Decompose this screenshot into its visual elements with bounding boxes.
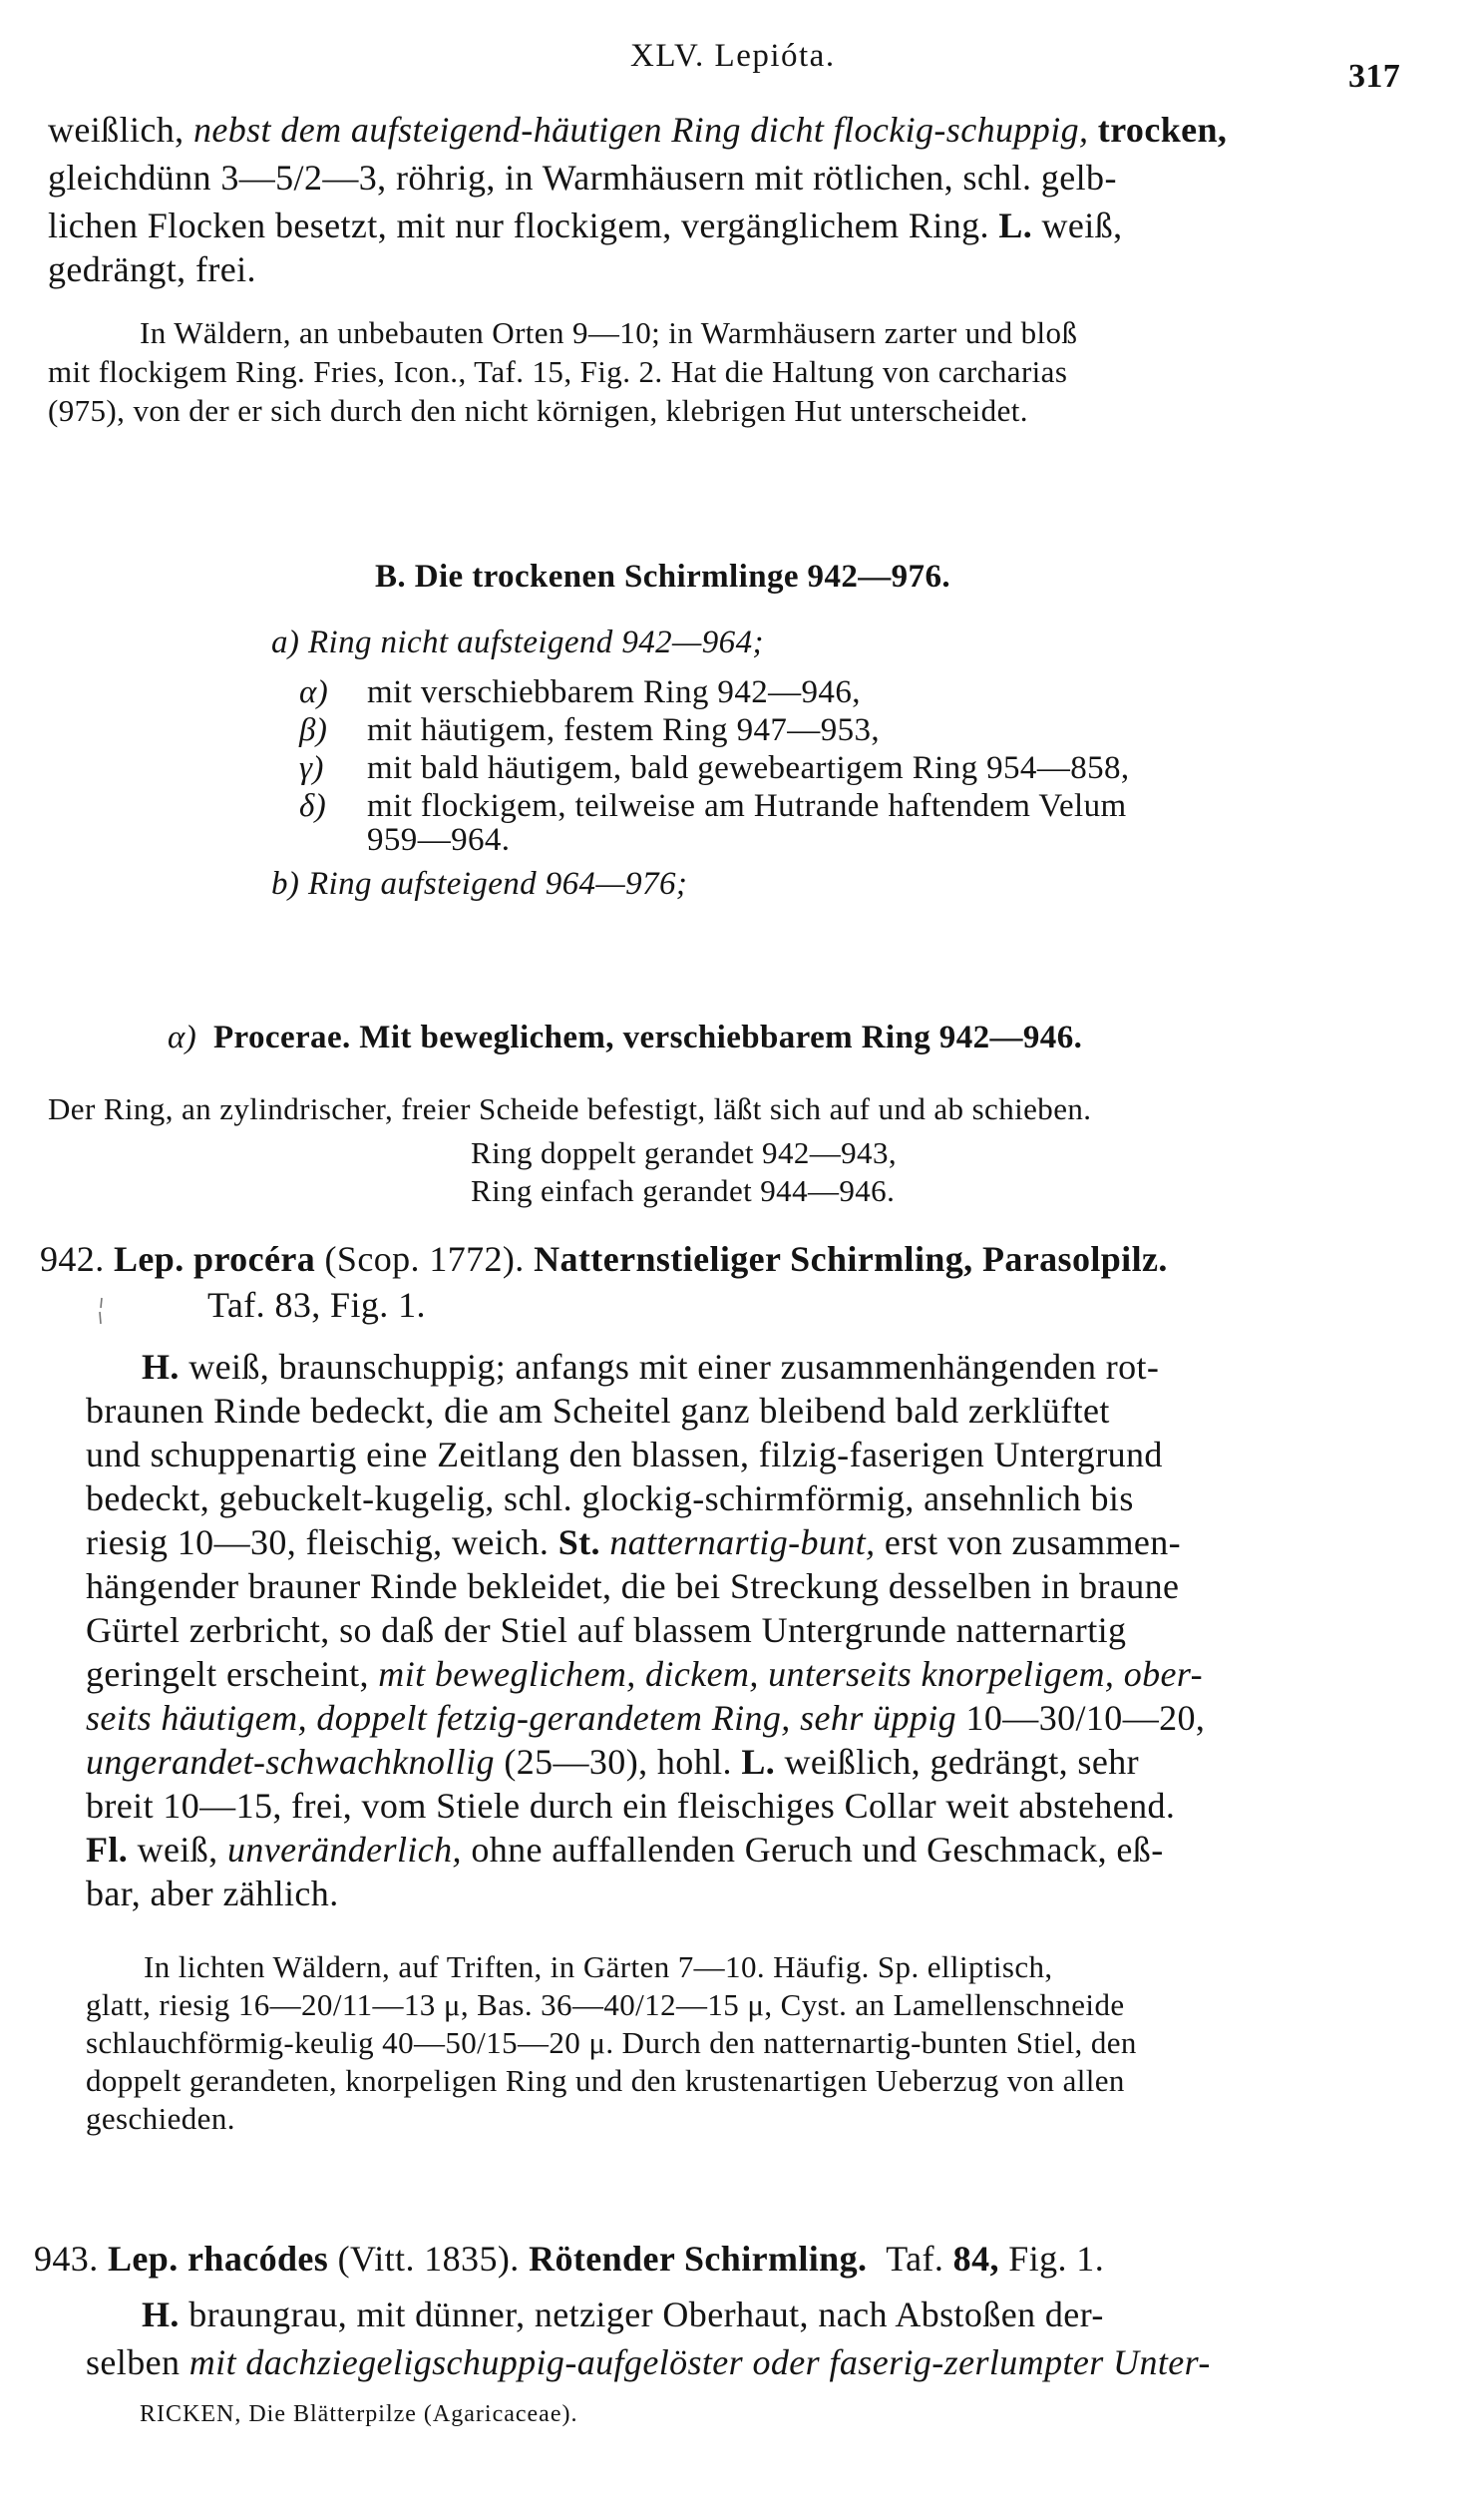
gamma-item: mit bald häutigem, bald gewebeartigem Ring 954—858, xyxy=(367,750,1130,786)
top-paragraph-line-3: lichen Flocken besetzt, mit nur flockigem, vergänglichem Ring. L. weiß, xyxy=(48,206,1123,245)
procerae-heading: Procerae. Mit beweglichem, verschiebbarem Ring 942—946. xyxy=(213,1020,1083,1055)
top-paragraph-line-2: gleichdünn 3—5/2—3, röhrig, in Warmhäusern mit rötlichen, schl. gelb- xyxy=(48,158,1117,198)
species-942-line-7: Gürtel zerbricht, so daß der Stiel auf blassem Untergrunde natternartig xyxy=(86,1610,1127,1650)
species-942-title: 942. Lep. procéra (Scop. 1772). Natternstieliger Schirmling, Parasolpilz. xyxy=(40,1239,1168,1279)
alpha-symbol: α) xyxy=(299,674,329,710)
species-942-line-11: breit 10—15, frei, vom Stiele durch ein fleischiges Collar weit abstehend. xyxy=(86,1786,1176,1826)
page-number: 317 xyxy=(1348,58,1401,95)
top-paragraph-line-1: weißlich, nebst dem aufsteigend-häutigen Ring dicht flockig-schuppig, trocken, xyxy=(48,110,1228,150)
delta-item: mit flockigem, teilweise am Hutrande haftendem Velum xyxy=(367,788,1127,824)
species-942-line-5: riesig 10—30, fleischig, weich. St. natternartig-bunt, erst von zusammen- xyxy=(86,1522,1182,1562)
species-942-line-2: braunen Rinde bedeckt, die am Scheitel ganz bleibend bald zerklüftet xyxy=(86,1391,1110,1431)
note-942-line-5: geschieden. xyxy=(86,2101,235,2136)
top-paragraph-line-4: gedrängt, frei. xyxy=(48,249,256,289)
species-942-line-13: bar, aber zählich. xyxy=(86,1874,339,1913)
delta-item-continued: 959—964. xyxy=(367,822,511,858)
species-942-line-6: hängender brauner Rinde bekleidet, die bei Streckung desselben in braune xyxy=(86,1566,1180,1606)
delta-symbol: δ) xyxy=(299,788,327,824)
note-942-line-3: schlauchförmig-keulig 40—50/15—20 μ. Durch den natternartig-bunten Stiel, den xyxy=(86,2025,1137,2060)
procerae-description: Der Ring, an zylindrischer, freier Scheide befestigt, läßt sich auf und ab schieben. xyxy=(48,1091,1092,1126)
section-b-heading: B. Die trockenen Schirmlinge 942—976. xyxy=(375,559,950,595)
species-943-line-1: H. braungrau, mit dünner, netziger Oberhaut, nach Abstoßen der- xyxy=(142,2295,1104,2334)
running-title: XLV. Lepióta. xyxy=(630,38,836,74)
top-note-line-1: In Wäldern, an unbebauten Orten 9—10; in Warmhäusern zarter und bloß xyxy=(140,315,1078,350)
species-942-line-3: und schuppenartig eine Zeitlang den blassen, filzig-faserigen Untergrund xyxy=(86,1435,1163,1474)
species-942-line-1: H. weiß, braunschuppig; anfangs mit einer zusammenhängenden rot- xyxy=(142,1347,1160,1387)
procerae-ring-single: Ring einfach gerandet 944—946. xyxy=(471,1173,896,1208)
species-942-line-10: ungerandet-schwachknollig (25—30), hohl. L. weißlich, gedrängt, sehr xyxy=(86,1742,1140,1782)
species-942-plate: Taf. 83, Fig. 1. xyxy=(207,1285,426,1325)
note-942-line-4: doppelt gerandeten, knorpeligen Ring und den krustenartigen Ueberzug von allen xyxy=(86,2063,1125,2098)
procerae-symbol: α) xyxy=(168,1020,197,1055)
species-942-line-12: Fl. weiß, unveränderlich, ohne auffallenden Geruch und Geschmack, eß- xyxy=(86,1830,1164,1870)
beta-item: mit häutigem, festem Ring 947—953, xyxy=(367,712,881,748)
margin-mark xyxy=(96,1296,106,1326)
beta-symbol: β) xyxy=(299,712,328,748)
note-942-line-1: In lichten Wäldern, auf Triften, in Gärten 7—10. Häufig. Sp. elliptisch, xyxy=(144,1949,1053,1984)
species-942-line-4: bedeckt, gebuckelt-kugelig, schl. glockig-schirmförmig, ansehnlich bis xyxy=(86,1478,1134,1518)
species-943-title: 943. Lep. rhacódes (Vitt. 1835). Rötender Schirmling. Taf. 84, Fig. 1. xyxy=(34,2239,1105,2279)
section-b-b-label: b) Ring aufsteigend 964—976; xyxy=(271,866,688,902)
species-943-line-2: selben mit dachziegeligschuppig-aufgelöster oder faserig-zerlumpter Unter- xyxy=(86,2342,1211,2382)
note-942-line-2: glatt, riesig 16—20/11—13 μ, Bas. 36—40/12—15 μ, Cyst. an Lamellenschneide xyxy=(86,1987,1125,2022)
footer-signature: RICKEN, Die Blätterpilze (Agaricaceae). xyxy=(140,2401,578,2427)
top-note-line-3: (975), von der er sich durch den nicht körnigen, klebrigen Hut unterscheidet. xyxy=(48,393,1028,428)
species-942-line-8: geringelt erscheint, mit beweglichem, dickem, unterseits knorpeligem, ober- xyxy=(86,1654,1203,1694)
alpha-item: mit verschiebbarem Ring 942—946, xyxy=(367,674,861,710)
gamma-symbol: γ) xyxy=(299,750,324,786)
procerae-ring-double: Ring doppelt gerandet 942—943, xyxy=(471,1135,897,1170)
species-942-line-9: seits häutigem, doppelt fetzig-gerandetem Ring, sehr üppig 10—30/10—20, xyxy=(86,1698,1206,1738)
top-note-line-2: mit flockigem Ring. Fries, Icon., Taf. 15, Fig. 2. Hat die Haltung von carcharias xyxy=(48,354,1068,389)
section-b-a-label: a) Ring nicht aufsteigend 942—964; xyxy=(271,625,764,660)
